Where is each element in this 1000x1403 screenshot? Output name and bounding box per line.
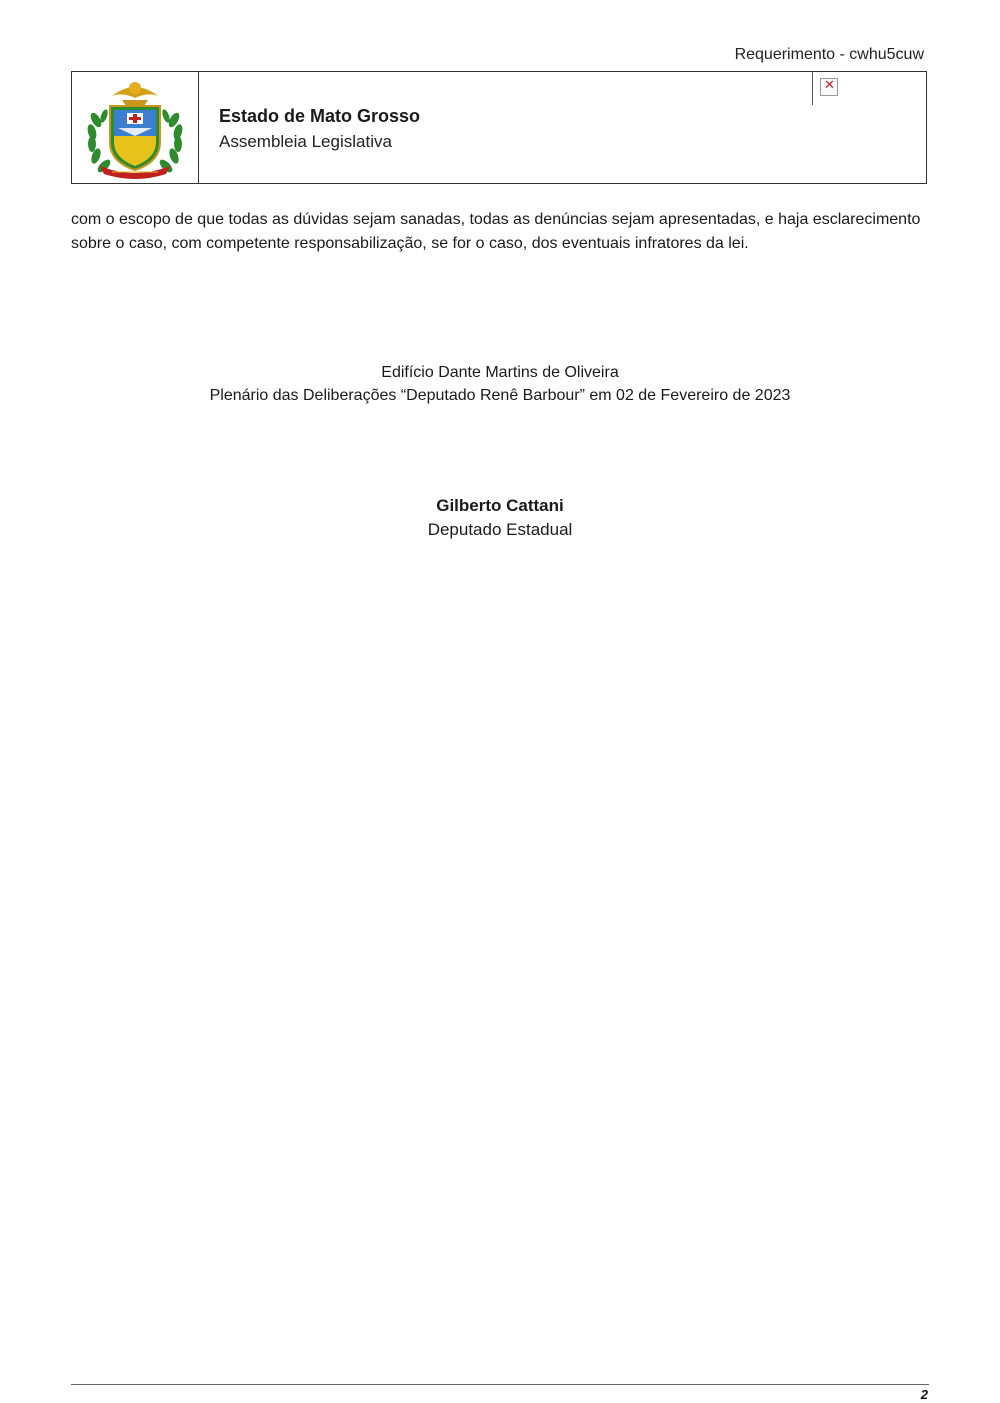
divider [812, 72, 813, 105]
broken-image-icon: ✕ [820, 78, 838, 96]
organization-subtitle: Assembleia Legislativa [219, 132, 392, 151]
page-number: 2 [920, 1387, 928, 1402]
body-paragraph: com o escopo de que todas as dúvidas sejam sanadas, todas as denúncias sejam apresentadas, e haja esclarecimento sobre o caso, com competente responsabilização, se for o caso, dos eventuais infratores da lei. [71, 211, 921, 252]
plenary-date: Plenário das Deliberações “Deputado Renê Barbour” em 02 de Fevereiro de 2023 [209, 387, 791, 404]
place-date-block [0, 361, 1000, 407]
crest-cell [72, 72, 199, 183]
signatory-role: Deputado Estadual [427, 520, 573, 539]
organization-block [219, 106, 420, 152]
organization-name: Estado de Mato Grosso [219, 106, 421, 126]
building-name: Edifício Dante Martins de Oliveira [381, 364, 619, 381]
letterhead [71, 71, 927, 184]
coat-of-arms-icon [82, 76, 188, 180]
signature-block [0, 494, 1000, 542]
footer-divider [71, 1384, 929, 1385]
document-reference: Requerimento - cwhu5cuw [734, 46, 924, 63]
signatory-name: Gilberto Cattani [436, 496, 564, 515]
